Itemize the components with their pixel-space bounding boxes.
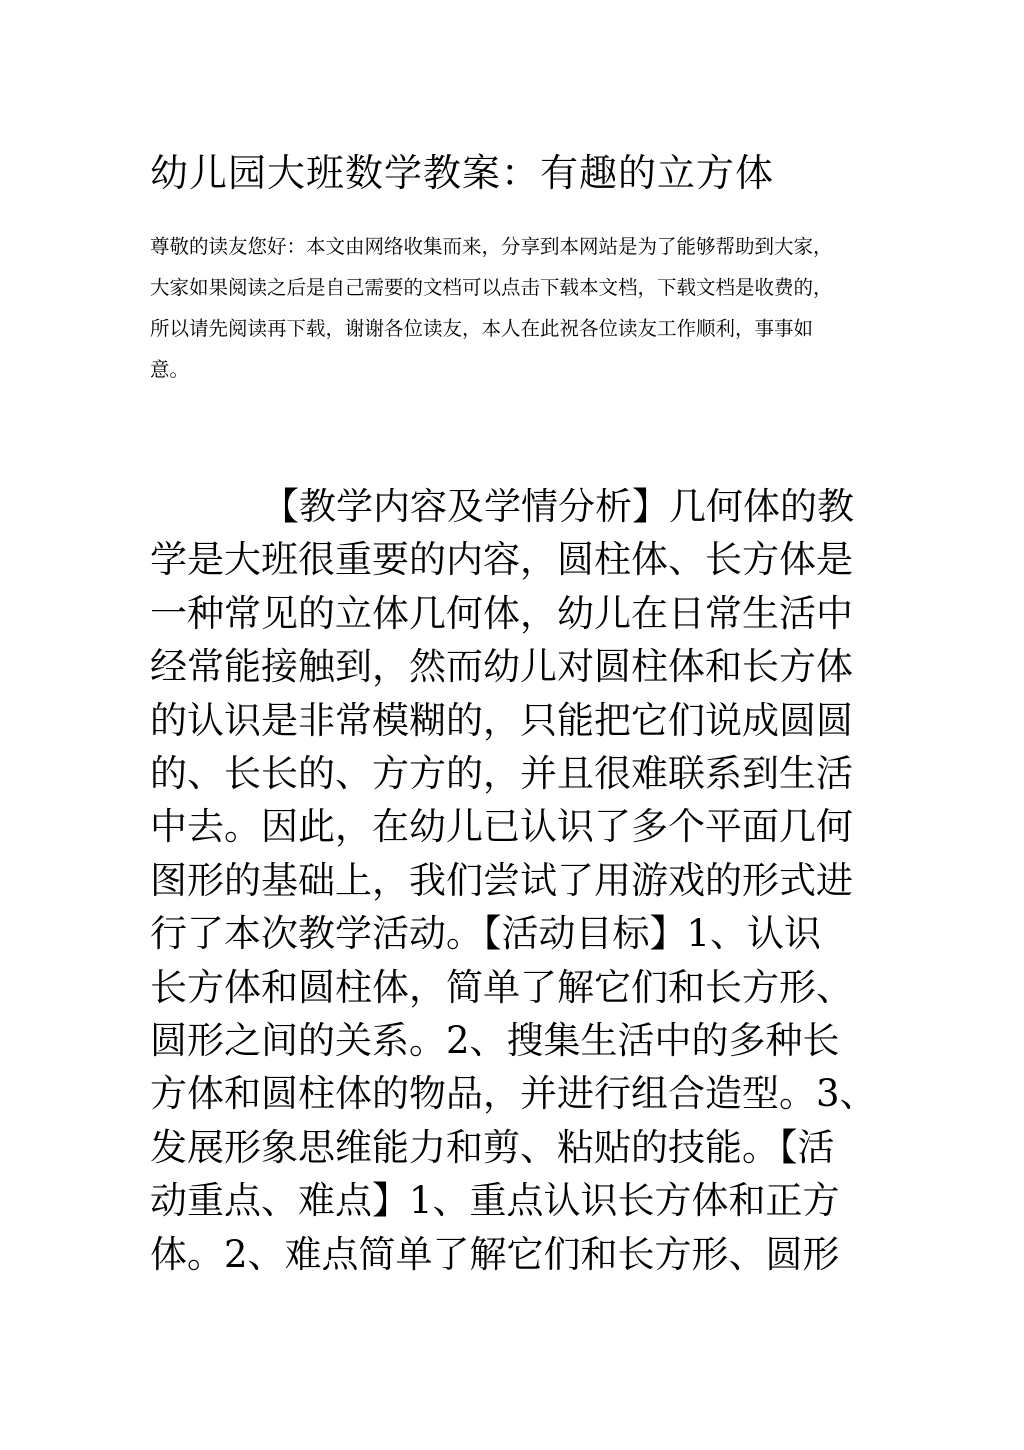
body-line: 长方体和圆柱体，简单了解它们和长方形、 bbox=[150, 965, 853, 1009]
body-line: 行了本次教学活动。【活动目标】1、认识 bbox=[150, 912, 822, 956]
body-line: 中去。因此，在幼儿已认识了多个平面几何 bbox=[150, 805, 853, 849]
document-title: 幼儿园大班数学教案：有趣的立方体 bbox=[150, 151, 775, 195]
preface-line: 意。 bbox=[150, 358, 190, 381]
preface-line: 大家如果阅读之后是自己需要的文档可以点击下载本文档，下载文档是收费的， bbox=[150, 276, 833, 299]
body-line: 圆形之间的关系。2、搜集生活中的多种长 bbox=[150, 1019, 840, 1063]
preface-paragraph bbox=[150, 226, 890, 390]
body-line: 经常能接触到，然而幼儿对圆柱体和长方体 bbox=[150, 645, 853, 689]
body-line: 的、长长的、方方的，并且很难联系到生活 bbox=[150, 752, 853, 796]
body-line: 动重点、难点】1、重点认识长方体和正方 bbox=[150, 1179, 840, 1223]
body-line: 方体和圆柱体的物品，并进行组合造型。3、 bbox=[150, 1072, 877, 1116]
body-line: 【教学内容及学情分析】几何体的教 bbox=[262, 485, 854, 528]
body-line: 发展形象思维能力和剪、粘贴的技能。【活 bbox=[150, 1125, 835, 1169]
body-line: 一种常见的立体几何体，幼儿在日常生活中 bbox=[150, 591, 853, 635]
body-line: 体。2、难点简单了解它们和长方形、圆形 bbox=[150, 1232, 840, 1276]
body-line: 的认识是非常模糊的，只能把它们说成圆圆 bbox=[150, 698, 853, 742]
body-line: 图形的基础上，我们尝试了用游戏的形式进 bbox=[150, 858, 853, 902]
body-line: 学是大班很重要的内容，圆柱体、长方体是 bbox=[150, 538, 853, 582]
lesson-plan-body bbox=[150, 480, 910, 1281]
preface-line: 尊敬的读友您好：本文由网络收集而来，分享到本网站是为了能够帮助到大家， bbox=[150, 235, 833, 258]
preface-line: 所以请先阅读再下载，谢谢各位读友，本人在此祝各位读友工作顺利，事事如 bbox=[150, 317, 814, 340]
